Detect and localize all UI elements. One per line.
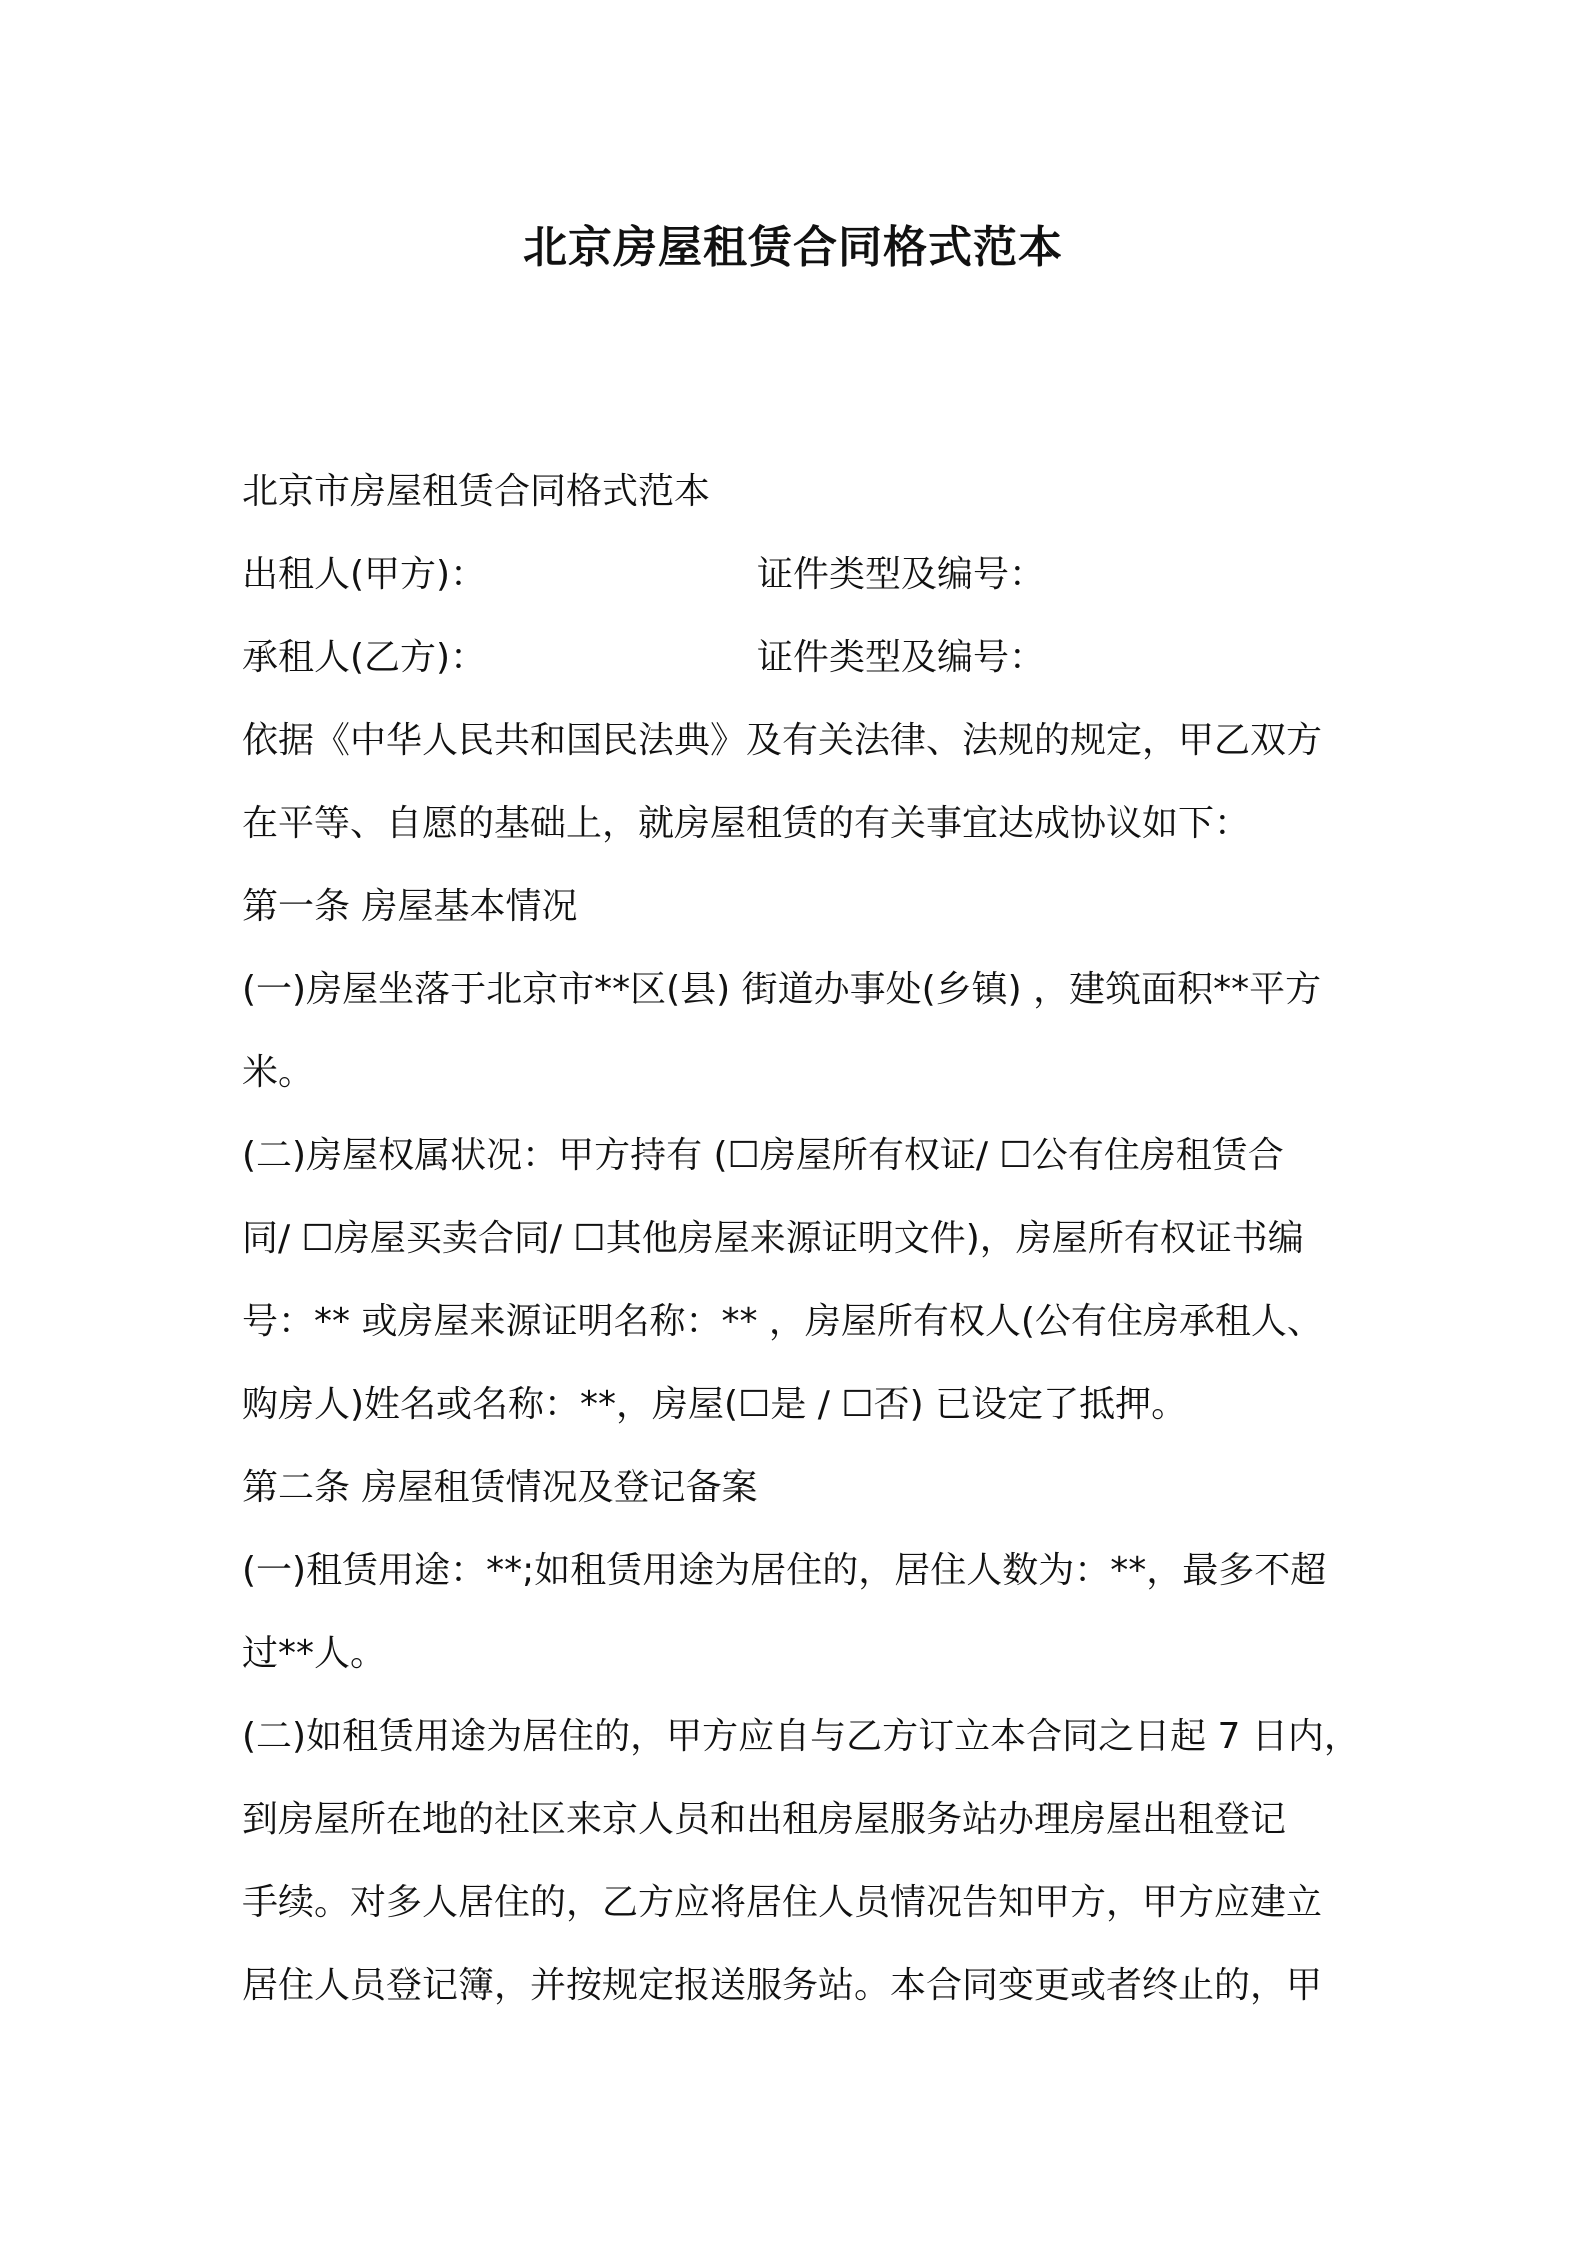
article-heading: 第二条 房屋租赁情况及登记备案 [242,1467,758,1508]
lessee-label: 承租人(乙方)： [242,637,487,678]
paragraph-line: 在平等、自愿的基础上，就房屋租赁的有关事宜达成协议如下： [242,803,1251,844]
paragraph-line: 购房人)姓名或名称：**，房屋(☐是 / ☐否) 已设定了抵押。 [242,1384,1188,1425]
paragraph-line: (二)房屋权属状况：甲方持有 (☐房屋所有权证/ ☐公有住房租赁合 [242,1135,1284,1176]
paragraph-line: 到房屋所在地的社区来京人员和出租房屋服务站办理房屋出租登记 [242,1799,1287,1840]
paragraph-line: 过**人。 [242,1633,387,1674]
lessee-id-label: 证件类型及编号： [757,637,1046,678]
paragraph-line: 手续。对多人居住的，乙方应将居住人员情况告知甲方，甲方应建立 [242,1882,1323,1923]
paragraph-line: (一)房屋坐落于北京市**区(县) 街道办事处(乡镇) ，建筑面积**平方 [242,969,1322,1010]
document-title: 北京房屋租赁合同格式范本 [523,222,1063,273]
paragraph-line: 米。 [242,1052,315,1093]
document-body [242,450,1360,2027]
paragraph-line: (二)如租赁用途为居住的，甲方应自与乙方订立本合同之日起 7 日内， [242,1716,1360,1757]
article-heading: 第一条 房屋基本情况 [242,886,578,927]
paragraph-line: 居住人员登记簿，并按规定报送服务站。本合同变更或者终止的，甲 [242,1965,1323,2006]
paragraph-line: 依据《中华人民共和国民法典》及有关法律、法规的规定，甲乙双方 [242,720,1323,761]
paragraph-line: (一)租赁用途：**;如租赁用途为居住的，居住人数为：**，最多不超 [242,1550,1327,1591]
paragraph-line: 号：** 或房屋来源证明名称：** ，房屋所有权人(公有住房承租人、 [242,1301,1323,1342]
lessor-label: 出租人(甲方)： [242,554,487,595]
document-subtitle: 北京市房屋租赁合同格式范本 [242,471,711,512]
lessee-row [242,616,1352,699]
lessor-row [242,533,1352,616]
lessor-id-label: 证件类型及编号： [757,554,1046,595]
paragraph-line: 同/ ☐房屋买卖合同/ ☐其他房屋来源证明文件)，房屋所有权证书编 [242,1218,1304,1259]
